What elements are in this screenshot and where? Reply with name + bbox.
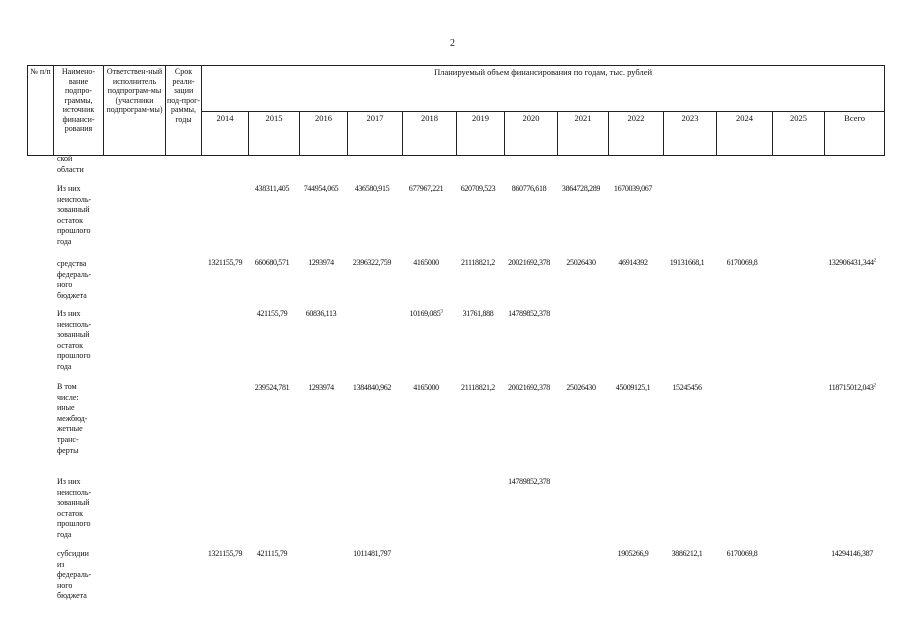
funding-value xyxy=(355,184,390,193)
funding-value-text: 1384840,962 xyxy=(352,383,392,392)
funding-value-text: 14294146,387 xyxy=(831,549,873,558)
row-label xyxy=(57,154,103,175)
funding-value-text: 660680,571 xyxy=(254,258,290,267)
page-number: 2 xyxy=(450,38,455,49)
funding-value-text: 25026430 xyxy=(566,258,596,267)
row-label-line: федераль- xyxy=(57,570,92,580)
funding-value xyxy=(255,184,289,193)
funding-value xyxy=(257,549,287,558)
header-year: 2022 xyxy=(609,112,664,156)
header-year: 2019 xyxy=(457,112,505,156)
row-label xyxy=(57,309,103,373)
header-subprogram-name: Наимено-вание подпро-граммы, источник финанси-рования xyxy=(54,66,104,156)
row-label-line: ного xyxy=(57,580,73,590)
funding-value-text: 14789852,378 xyxy=(508,309,550,318)
row-label-line: из xyxy=(57,559,65,569)
row-label-line: В том xyxy=(57,382,77,391)
funding-value xyxy=(670,258,705,267)
header-planned-funding: Планируемый объем финансирования по годам, тыс. рублей xyxy=(202,66,885,112)
funding-value xyxy=(831,549,873,558)
funding-value xyxy=(828,258,876,267)
funding-value xyxy=(727,549,758,558)
header-year: 2024 xyxy=(717,112,773,156)
funding-value xyxy=(463,309,494,318)
row-label-line: Из них xyxy=(57,309,81,318)
header-number: № п/п xyxy=(28,66,54,156)
row-label xyxy=(57,259,103,301)
funding-value xyxy=(672,383,701,392)
funding-value xyxy=(255,383,290,392)
row-label-line: ферты xyxy=(57,445,79,455)
funding-value-text: 1321155,79 xyxy=(207,258,243,267)
funding-value xyxy=(306,309,337,318)
row-label-line: прошлого xyxy=(57,351,91,361)
funding-value-text: 20021692,378 xyxy=(508,258,550,267)
funding-value xyxy=(413,258,439,267)
funding-value-text: 4165000 xyxy=(413,258,439,267)
funding-value-text: 31761,888 xyxy=(462,309,494,318)
funding-value xyxy=(409,184,444,193)
funding-value xyxy=(618,549,649,558)
row-label-line: года xyxy=(57,236,72,246)
header-executor: Ответствен-ный исполнитель подпрограм-мы (участники подпрограм-мы) xyxy=(104,66,166,156)
funding-value-text: 21118821,2 xyxy=(461,258,495,267)
header-year: 2014 xyxy=(202,112,249,156)
funding-value-text: 1905266,9 xyxy=(617,549,649,558)
footnote-mark: 3 xyxy=(440,309,443,315)
footnote-mark: 2 xyxy=(873,383,876,389)
row-label-line: прошлого xyxy=(57,519,91,529)
funding-value-text: 860776,618 xyxy=(511,184,547,193)
header-year: 2016 xyxy=(300,112,348,156)
header-term: Срок реали-зации под-прог-раммы, годы xyxy=(166,66,202,156)
funding-value-text: 46914392 xyxy=(618,258,648,267)
row-label-line: зованный xyxy=(57,330,90,340)
header-year-total: Всего xyxy=(825,112,885,156)
funding-value-text: 6170069,8 xyxy=(726,258,758,267)
funding-value xyxy=(308,258,334,267)
row-label-line: межбюд- xyxy=(57,413,88,423)
row-label-line: остаток xyxy=(57,340,83,350)
funding-value-text: 421115,79 xyxy=(256,549,288,558)
header-year: 2020 xyxy=(505,112,558,156)
funding-value xyxy=(727,258,758,267)
funding-value-text: 60836,113 xyxy=(305,309,337,318)
funding-value xyxy=(353,383,391,392)
row-label-line: федераль- xyxy=(57,269,92,279)
funding-value xyxy=(353,549,391,558)
funding-value xyxy=(508,477,550,486)
funding-value-text: 20021692,378 xyxy=(508,383,550,392)
funding-value xyxy=(409,309,442,318)
funding-value-text: 6170069,8 xyxy=(726,549,758,558)
funding-value xyxy=(308,383,334,392)
header-year: 2023 xyxy=(664,112,717,156)
funding-value-text: 2396322,759 xyxy=(352,258,392,267)
header-year: 2021 xyxy=(558,112,609,156)
funding-value xyxy=(461,258,495,267)
funding-value xyxy=(255,258,290,267)
funding-value-text: 10169,085 xyxy=(409,309,441,318)
funding-value-text: 14789852,378 xyxy=(508,477,550,486)
funding-value-text: 1670039,067 xyxy=(613,184,653,193)
funding-value-text: 19131668,1 xyxy=(669,258,705,267)
funding-value-text: 4165000 xyxy=(413,383,439,392)
funding-value xyxy=(208,258,242,267)
row-label-line: средства xyxy=(57,259,87,268)
funding-value-text: 1293974 xyxy=(308,383,334,392)
funding-value xyxy=(508,309,550,318)
funding-value-text: 1293974 xyxy=(308,258,334,267)
funding-value-text: 239524,781 xyxy=(254,383,290,392)
row-label-line: зованный xyxy=(57,205,90,215)
funding-value-text: 3864728,289 xyxy=(561,184,601,193)
row-label-line: Из них xyxy=(57,184,81,193)
funding-value xyxy=(508,258,550,267)
funding-value-text: 15245456 xyxy=(672,383,702,392)
funding-value xyxy=(618,258,647,267)
funding-value xyxy=(208,549,242,558)
funding-value-text: 3886212,1 xyxy=(671,549,703,558)
row-label-line: жетные xyxy=(57,424,83,434)
funding-value xyxy=(512,184,547,193)
funding-value-text: 21118821,2 xyxy=(461,383,495,392)
row-label-line: года xyxy=(57,361,72,371)
funding-value xyxy=(616,383,651,392)
row-label-line: прошлого xyxy=(57,226,91,236)
funding-value-text: 118715012,043 xyxy=(828,383,874,392)
row-label-line: бюджета xyxy=(57,290,87,300)
funding-value-text: 438311,405 xyxy=(254,184,290,193)
funding-value xyxy=(461,184,496,193)
funding-value xyxy=(828,383,875,392)
funding-value xyxy=(614,184,652,193)
funding-value-text: 1011481,797 xyxy=(353,549,391,558)
funding-value-text: 436580,915 xyxy=(354,184,390,193)
row-label-line: субсидии xyxy=(57,549,89,558)
funding-value-text: 744954,065 xyxy=(303,184,339,193)
header-year: 2015 xyxy=(249,112,300,156)
funding-value xyxy=(353,258,391,267)
funding-value-text: 421155,79 xyxy=(256,309,288,318)
funding-value-text: 620709,523 xyxy=(460,184,496,193)
funding-value-text: 45009125,1 xyxy=(615,383,651,392)
funding-value xyxy=(257,309,288,318)
row-label-line: транс- xyxy=(57,434,79,444)
funding-value xyxy=(566,383,595,392)
row-label-line: остаток xyxy=(57,508,83,518)
row-label-line: бюджета xyxy=(57,591,87,601)
row-label-line: числе: xyxy=(57,392,79,402)
footnote-mark: 2 xyxy=(873,258,876,264)
funding-value-text: 1321155,79 xyxy=(207,549,243,558)
row-label-line: зованный xyxy=(57,498,90,508)
row-label-line: ской xyxy=(57,154,73,163)
row-label-line: области xyxy=(57,164,84,174)
header-year: 2017 xyxy=(348,112,403,156)
row-label-line: неисполь- xyxy=(57,319,92,329)
row-label-line: неисполь- xyxy=(57,194,92,204)
row-label-line: остаток xyxy=(57,215,83,225)
row-label-line: иные xyxy=(57,403,75,413)
header-year: 2025 xyxy=(773,112,825,156)
funding-value-text: 25026430 xyxy=(566,383,596,392)
row-label-line: Из них xyxy=(57,477,81,486)
funding-value xyxy=(566,258,595,267)
funding-value-text: 677967,221 xyxy=(408,184,444,193)
row-label-line: неисполь- xyxy=(57,487,92,497)
funding-value xyxy=(304,184,339,193)
row-label xyxy=(57,477,103,541)
row-label xyxy=(57,382,103,456)
row-label-line: года xyxy=(57,529,72,539)
funding-value xyxy=(672,549,703,558)
funding-value xyxy=(562,184,600,193)
funding-value xyxy=(413,383,439,392)
header-year: 2018 xyxy=(403,112,457,156)
row-label-line: ного xyxy=(57,280,73,290)
funding-value-text: 132906431,344 xyxy=(828,258,874,267)
funding-value xyxy=(508,383,550,392)
row-label xyxy=(57,184,103,248)
row-label xyxy=(57,549,103,602)
funding-value xyxy=(461,383,495,392)
